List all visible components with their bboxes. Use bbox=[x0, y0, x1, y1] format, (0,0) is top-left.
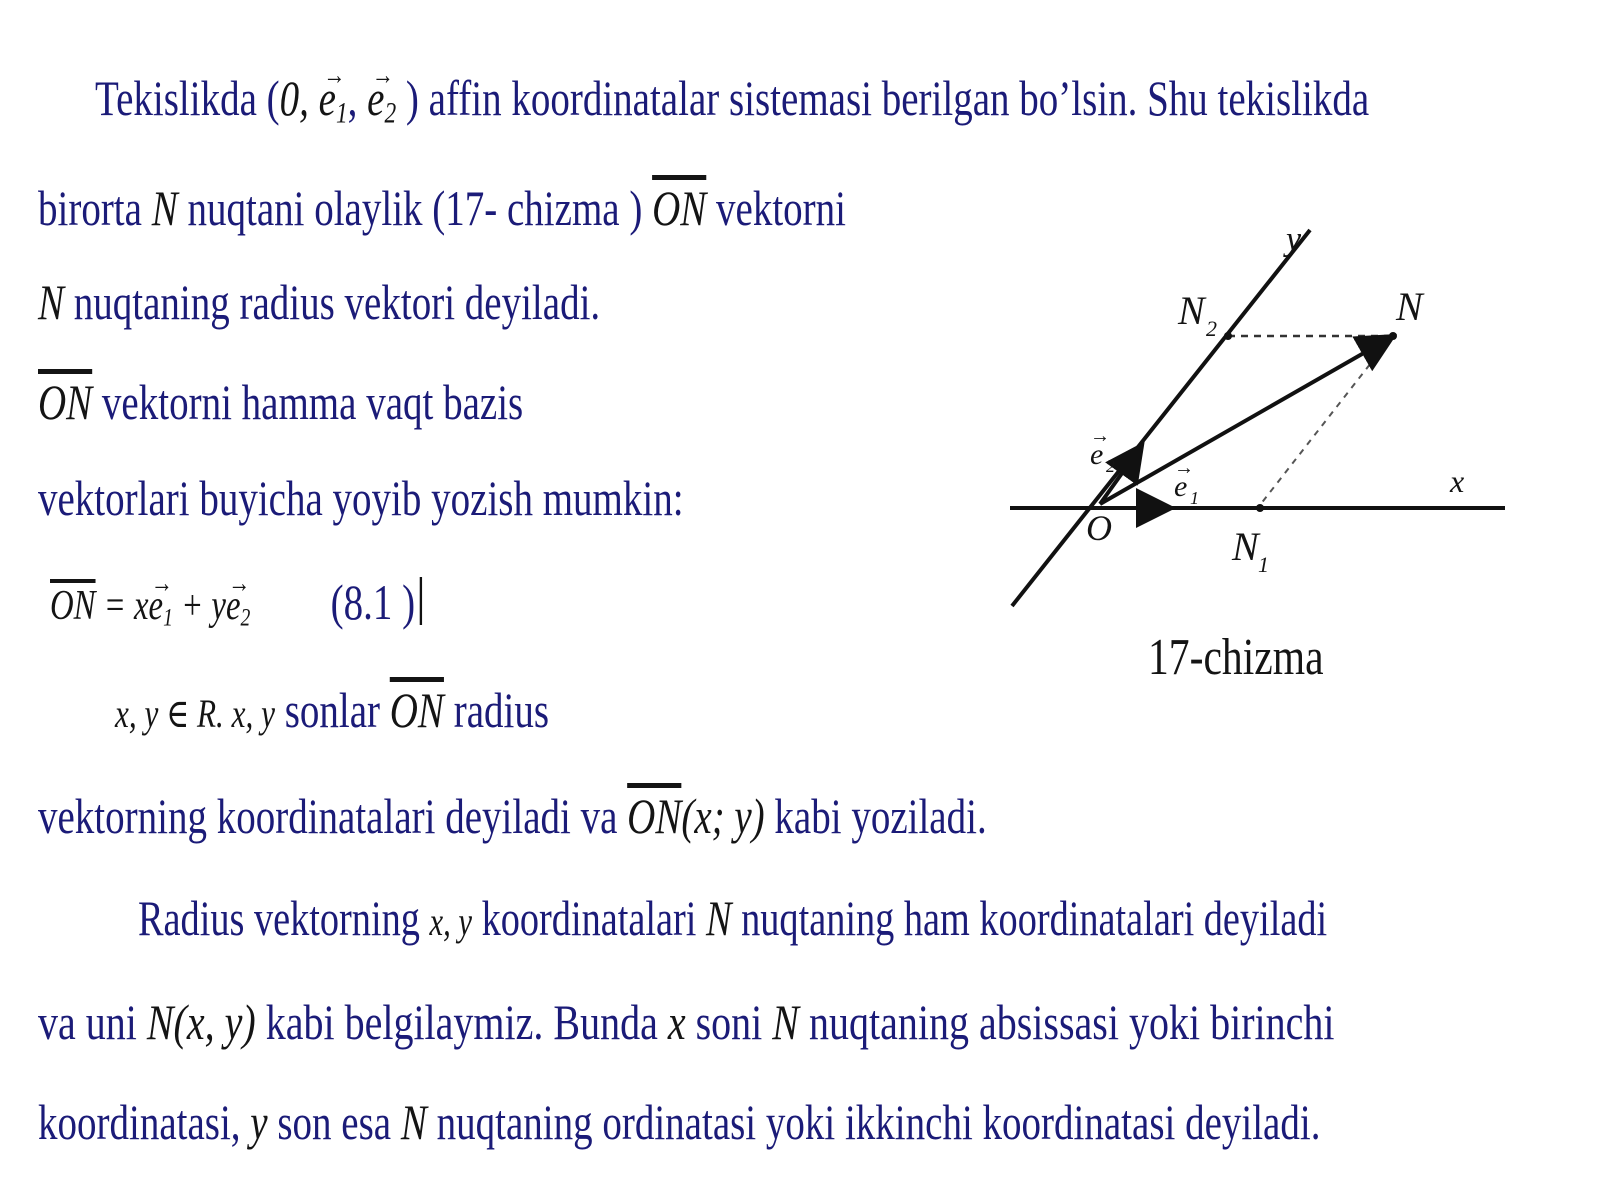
paragraph-line-2: birorta N nuqtani olaylik (17- chizma ) $\overline{ON}$ vektorni bbox=[38, 180, 847, 236]
vector-on: $\overline{ON}$ bbox=[389, 682, 444, 738]
text-segment: Tekislikda ( bbox=[95, 70, 280, 126]
paragraph-line-10: va uni N(x, y) kabi belgilaymiz. Bunda x soni N nuqtaning absissasi yoki birinchi bbox=[38, 994, 1335, 1050]
paragraph-line-7: x, y ∈ R. x, y sonlar $\overline{ON}$ radius bbox=[115, 682, 550, 738]
label-n2: N bbox=[1178, 288, 1205, 333]
text-cursor bbox=[420, 577, 422, 625]
label-n1: N bbox=[1232, 524, 1259, 569]
label-o: O bbox=[1086, 508, 1112, 548]
point-n-symbol: N bbox=[151, 180, 178, 236]
y-axis bbox=[1012, 230, 1310, 606]
e2-arrow-mark: → bbox=[1090, 425, 1110, 447]
paragraph-line-11: koordinatasi, y son esa N nuqtaning ordinatasi yoki ikkinchi koordinatasi deyiladi. bbox=[38, 1094, 1321, 1150]
affine-coordinate-figure bbox=[1000, 220, 1540, 620]
formula-number: (8.1 ) bbox=[330, 574, 416, 630]
point-n1 bbox=[1256, 504, 1264, 512]
paragraph-line-9: Radius vektorning x, y koordinatalari N nuqtaning ham koordinatalari deyiladi bbox=[138, 890, 1328, 946]
label-e1: e bbox=[1174, 470, 1188, 503]
origin-symbol: 0, bbox=[279, 70, 309, 126]
label-e2: e bbox=[1090, 438, 1104, 471]
label-x: x bbox=[1450, 463, 1465, 499]
label-n1-sub: 1 bbox=[1258, 552, 1269, 577]
vector-e2: → $e_2$ bbox=[367, 68, 396, 144]
paragraph-line-5: vektorlari buyicha yoyib yozish mumkin: bbox=[38, 470, 684, 526]
label-e2-sub: 2 bbox=[1106, 456, 1115, 476]
formula-line bbox=[50, 572, 422, 648]
point-n2 bbox=[1224, 332, 1232, 340]
text-segment: ) affin koordinatalar sistemasi berilgan bo’lsin. Shu tekislikda bbox=[396, 70, 1370, 126]
dashed-n-n1 bbox=[1260, 336, 1392, 505]
label-e1-sub: 1 bbox=[1190, 488, 1199, 508]
label-n2-sub: 2 bbox=[1206, 316, 1217, 341]
figure-caption: 17-chizma bbox=[1148, 629, 1324, 686]
vector-on: $\overline{ON}$ bbox=[38, 374, 93, 430]
paragraph-line-3: N nuqtaning radius vektori deyiladi. bbox=[38, 274, 601, 330]
paragraph-line-8: vektorning koordinatalari deyiladi va $\overline{ON}(x$; y) kabi yoziladi. bbox=[38, 788, 987, 844]
label-n: N bbox=[1396, 284, 1423, 329]
paragraph-line-1: Tekislikda (0, → $e_1$, → $e_2$ ) affin koordinatalar sistemasi berilgan bo’lsin. Shu tekislikda bbox=[95, 68, 1369, 144]
formula: $\overline{ON} = x\to e_1 + y\to e_2$ bbox=[50, 583, 259, 629]
vector-e1: → $e_1$ bbox=[319, 68, 348, 144]
vector-on: $\overline{ON}$ bbox=[652, 180, 707, 236]
vector-on: $\overline{ON}$ bbox=[627, 788, 682, 844]
label-y: y bbox=[1286, 221, 1302, 258]
e1-arrow-mark: → bbox=[1174, 457, 1194, 479]
point-n bbox=[1389, 332, 1397, 340]
vector-on-arrow bbox=[1100, 338, 1390, 504]
paragraph-line-4: $\overline{ON}$ vektorni hamma vaqt bazis bbox=[38, 374, 524, 430]
point-n-symbol: N bbox=[38, 274, 65, 330]
